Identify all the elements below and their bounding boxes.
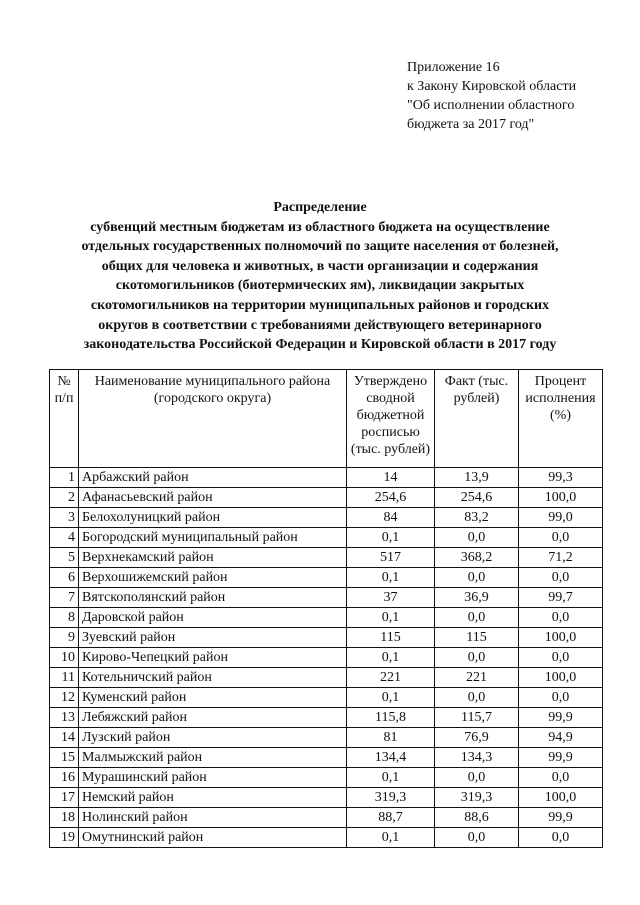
cell-percent: 99,9: [519, 708, 603, 728]
cell-percent: 0,0: [519, 568, 603, 588]
table-row: [50, 528, 603, 548]
cell-num: 10: [50, 648, 79, 668]
title-line: законодательства Российской Федерации и Кировской области в 2017 году: [83, 337, 557, 353]
table-row: [50, 788, 603, 808]
cell-district-name: Котельничский район: [79, 668, 347, 688]
cell-district-name: Даровской район: [79, 608, 347, 628]
cell-district-name: Вятскополянский район: [79, 588, 347, 608]
cell-num: 11: [50, 668, 79, 688]
cell-num: 4: [50, 528, 79, 548]
cell-approved: 0,1: [347, 528, 435, 548]
appendix-line: к Закону Кировской области: [407, 79, 577, 94]
cell-fact: 134,3: [435, 748, 519, 768]
cell-fact: 254,6: [435, 488, 519, 508]
cell-num: 12: [50, 688, 79, 708]
cell-approved: 319,3: [347, 788, 435, 808]
cell-approved: 0,1: [347, 768, 435, 788]
table-row: [50, 748, 603, 768]
cell-approved: 134,4: [347, 748, 435, 768]
cell-percent: 71,2: [519, 548, 603, 568]
title-line: субвенций местным бюджетам из областного бюджета на осуществление: [90, 219, 550, 235]
document-title: [40, 198, 600, 355]
cell-district-name: Лебяжский район: [79, 708, 347, 728]
title-line: скотомогильников (биотермических ям), ликвидации закрытых: [115, 278, 525, 294]
table-row: [50, 588, 603, 608]
cell-approved: 254,6: [347, 488, 435, 508]
cell-district-name: Арбажский район: [79, 468, 347, 488]
cell-fact: 368,2: [435, 548, 519, 568]
cell-approved: 0,1: [347, 648, 435, 668]
cell-approved: 14: [347, 468, 435, 488]
table-row: [50, 488, 603, 508]
cell-percent: 99,9: [519, 748, 603, 768]
cell-num: 6: [50, 568, 79, 588]
cell-percent: 99,7: [519, 588, 603, 608]
cell-fact: 0,0: [435, 608, 519, 628]
cell-district-name: Лузский район: [79, 728, 347, 748]
cell-fact: 0,0: [435, 648, 519, 668]
table-row: [50, 768, 603, 788]
cell-fact: 0,0: [435, 688, 519, 708]
cell-num: 7: [50, 588, 79, 608]
cell-fact: 115: [435, 628, 519, 648]
cell-approved: 88,7: [347, 808, 435, 828]
table-row: [50, 648, 603, 668]
title-line: Распределение: [273, 200, 367, 215]
cell-num: 13: [50, 708, 79, 728]
table-row: [50, 688, 603, 708]
cell-percent: 100,0: [519, 488, 603, 508]
cell-num: 18: [50, 808, 79, 828]
cell-percent: 0,0: [519, 528, 603, 548]
cell-district-name: Верхнекамский район: [79, 548, 347, 568]
cell-approved: 221: [347, 668, 435, 688]
appendix-line: бюджета за 2017 год": [407, 117, 535, 132]
title-line: округов в соответствии с требованиями действующего ветеринарного: [98, 317, 542, 333]
cell-percent: 0,0: [519, 768, 603, 788]
cell-approved: 115: [347, 628, 435, 648]
cell-district-name: Богородский муниципальный район: [79, 528, 347, 548]
cell-fact: 0,0: [435, 528, 519, 548]
title-line: общих для человека и животных, в части организации и содержания: [101, 258, 539, 274]
appendix-line: Приложение 16: [407, 60, 500, 75]
cell-percent: 100,0: [519, 668, 603, 688]
table-row: [50, 728, 603, 748]
cell-percent: 94,9: [519, 728, 603, 748]
table-row: [50, 468, 603, 488]
cell-percent: 0,0: [519, 688, 603, 708]
table-header-row: [50, 370, 603, 468]
cell-district-name: Омутнинский район: [79, 828, 347, 848]
cell-fact: 319,3: [435, 788, 519, 808]
cell-percent: 99,3: [519, 468, 603, 488]
cell-percent: 0,0: [519, 648, 603, 668]
cell-num: 14: [50, 728, 79, 748]
cell-fact: 221: [435, 668, 519, 688]
table-row: [50, 808, 603, 828]
cell-approved: 84: [347, 508, 435, 528]
table-row: [50, 668, 603, 688]
cell-num: 15: [50, 748, 79, 768]
cell-district-name: Мурашинский район: [79, 768, 347, 788]
table-row: [50, 568, 603, 588]
cell-district-name: Малмыжский район: [79, 748, 347, 768]
appendix-line: "Об исполнении областного: [407, 98, 575, 113]
cell-num: 8: [50, 608, 79, 628]
header-name: Наименование муниципального района (городского округа): [79, 370, 347, 468]
cell-fact: 115,7: [435, 708, 519, 728]
cell-approved: 0,1: [347, 828, 435, 848]
header-percent: Процент исполнения (%): [519, 370, 603, 468]
cell-district-name: Нолинский район: [79, 808, 347, 828]
table-row: [50, 828, 603, 848]
cell-percent: 0,0: [519, 608, 603, 628]
cell-percent: 0,0: [519, 828, 603, 848]
cell-district-name: Куменский район: [79, 688, 347, 708]
cell-fact: 83,2: [435, 508, 519, 528]
cell-approved: 0,1: [347, 608, 435, 628]
title-line: скотомогильников на территории муниципальных районов и городских: [90, 297, 550, 313]
cell-district-name: Кирово-Чепецкий район: [79, 648, 347, 668]
cell-fact: 0,0: [435, 828, 519, 848]
cell-approved: 81: [347, 728, 435, 748]
cell-fact: 76,9: [435, 728, 519, 748]
table-row: [50, 628, 603, 648]
cell-percent: 99,9: [519, 808, 603, 828]
cell-fact: 0,0: [435, 768, 519, 788]
cell-num: 17: [50, 788, 79, 808]
cell-approved: 0,1: [347, 568, 435, 588]
cell-district-name: Зуевский район: [79, 628, 347, 648]
cell-approved: 517: [347, 548, 435, 568]
header-num: № п/п: [50, 370, 79, 468]
table-row: [50, 708, 603, 728]
subvention-table: [49, 369, 603, 848]
cell-district-name: Белохолуницкий район: [79, 508, 347, 528]
header-approved: Утверждено сводной бюджетной росписью (тыс. рублей): [347, 370, 435, 468]
header-fact: Факт (тыс. рублей): [435, 370, 519, 468]
table-row: [50, 608, 603, 628]
table-row: [50, 508, 603, 528]
cell-approved: 37: [347, 588, 435, 608]
title-line: отдельных государственных полномочий по защите населения от болезней,: [81, 239, 559, 255]
cell-num: 3: [50, 508, 79, 528]
cell-percent: 100,0: [519, 788, 603, 808]
cell-district-name: Афанасьевский район: [79, 488, 347, 508]
cell-num: 5: [50, 548, 79, 568]
cell-fact: 13,9: [435, 468, 519, 488]
cell-percent: 100,0: [519, 628, 603, 648]
cell-fact: 36,9: [435, 588, 519, 608]
table-row: [50, 548, 603, 568]
cell-approved: 0,1: [347, 688, 435, 708]
cell-percent: 99,0: [519, 508, 603, 528]
cell-district-name: Немский район: [79, 788, 347, 808]
cell-num: 1: [50, 468, 79, 488]
cell-fact: 0,0: [435, 568, 519, 588]
cell-district-name: Верхошижемский район: [79, 568, 347, 588]
cell-fact: 88,6: [435, 808, 519, 828]
cell-num: 2: [50, 488, 79, 508]
cell-num: 16: [50, 768, 79, 788]
appendix-reference: [407, 58, 576, 134]
cell-approved: 115,8: [347, 708, 435, 728]
cell-num: 9: [50, 628, 79, 648]
cell-num: 19: [50, 828, 79, 848]
